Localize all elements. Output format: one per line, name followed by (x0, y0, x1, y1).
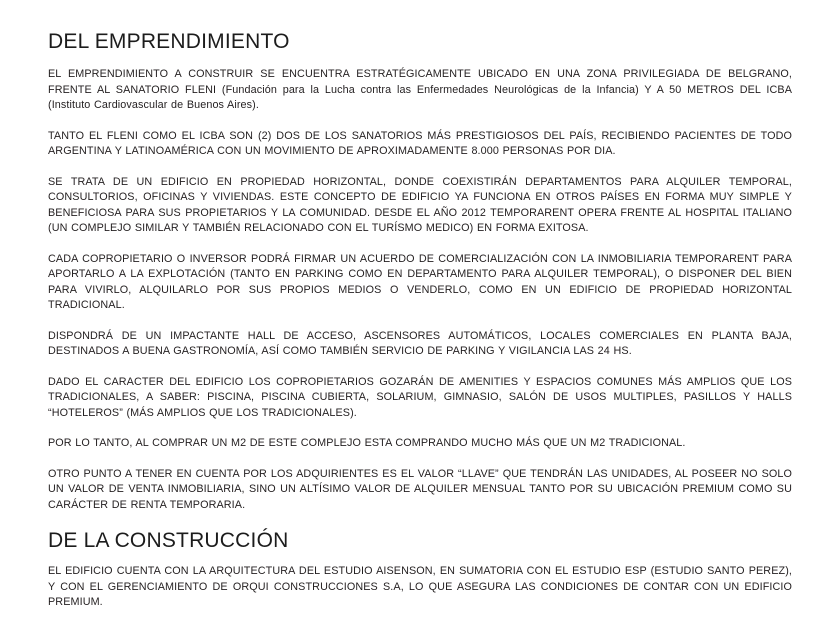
paragraph-ubicacion: EL EMPRENDIMIENTO A CONSTRUIR SE ENCUENTRA ESTRATÉGICAMENTE UBICADO EN UNA ZONA PRIVILEGIADA DE BELGRANO, FRENTE AL SANATORIO FLENI (Fundación para la Lucha contra las Enfermedades Neurológicas de la Infancia) Y A 50 METROS DEL ICBA (Instituto Cardiovascular de Buenos Aires). (48, 68, 792, 112)
section-heading-del-emprendimiento: DEL EMPRENDIMIENTO (48, 30, 290, 53)
paragraph-arquitectura: EL EDIFICIO CUENTA CON LA ARQUITECTURA DEL ESTUDIO AISENSON, EN SUMATORIA CON EL ESTUDIO ESP (ESTUDIO SANTO PEREZ), Y CON EL GERENCIAMIENTO DE ORQUI CONSTRUCCIONES S.A, LO QUE ASEGURA LAS CONDICIONES DE CONTAR CON UN EDIFICIO PREMIUM. (48, 565, 792, 609)
paragraph-amenities: DADO EL CARACTER DEL EDIFICIO LOS COPROPIETARIOS GOZARÁN DE AMENITIES Y ESPACIOS COMUNES MÁS AMPLIOS QUE LOS TRADICIONALES, A SABER: PISCINA, PISCINA CUBIERTA, SOLARIUM, GIMNASIO, SALÓN DE USOS MULTIPLES, PASILLOS Y HALLS “HOTELEROS” (MÁS AMPLIOS QUE LOS TRADICIONALES). (48, 375, 792, 419)
paragraph-sanatorios: TANTO EL FLENI COMO EL ICBA SON (2) DOS DE LOS SANATORIOS MÁS PRESTIGIOSOS DEL PAÍS, RECIBIENDO PACIENTES DE TODO ARGENTINA Y LATINOAMÉRICA CON UN MOVIMIENTO DE APROXIMADAMENTE 8.000 PERSONAS POR DIA. (48, 129, 792, 158)
paragraph-propiedad-horizontal: SE TRATA DE UN EDIFICIO EN PROPIEDAD HORIZONTAL, DONDE COEXISTIRÁN DEPARTAMENTOS PARA ALQUILER TEMPORAL, CONSULTORIOS, OFICINAS Y VIVIENDAS. ESTE CONCEPTO DE EDIFICIO YA FUNCIONA EN OTROS PAÍSES EN FORMA MUY SIMPLE Y BENEFICIOSA PARA SUS PROPIETARIOS Y LA COMUNIDAD. DESDE EL AÑO 2012 TEMPORARENT OPERA FRENTE AL HOSPITAL ITALIANO (UN COMPLEJO SIMILAR Y TAMBIÉN RELACIONADO CON EL TURÍSMO MEDICO) EN FORMA EXITOSA. (48, 175, 792, 235)
paragraph-copropietario: CADA COPROPIETARIO O INVERSOR PODRÁ FIRMAR UN ACUERDO DE COMERCIALIZACIÓN CON LA INMOBILIARIA TEMPORARENT PARA APORTARLO A LA EXPLOTACIÓN (TANTO EN PARKING COMO EN DEPARTAMENTO PARA ALQUILER TEMPORAL), O DISPONER DEL BIEN PARA VIVIRLO, ALQUILARLO POR SUS PROPIOS MEDIOS O VENDERLO, COMO EN UN EDIFICIO DE PROPIEDAD HORIZONTAL TRADICIONAL. (48, 252, 792, 312)
paragraph-m2: POR LO TANTO, AL COMPRAR UN M2 DE ESTE COMPLEJO ESTA COMPRANDO MUCHO MÁS QUE UN M2 TRADICIONAL. (48, 437, 686, 450)
paragraph-hall-acceso: DISPONDRÁ DE UN IMPACTANTE HALL DE ACCESO, ASCENSORES AUTOMÁTICOS, LOCALES COMERCIALES EN PLANTA BAJA, DESTINADOS A BUENA GASTRONOMÍA, ASÍ COMO TAMBIÉN SERVICIO DE PARKING Y VIGILANCIA LAS 24 HS. (48, 329, 792, 358)
section-heading-de-la-construccion: DE LA CONSTRUCCIÓN (48, 529, 289, 553)
paragraph-valor-llave: OTRO PUNTO A TENER EN CUENTA POR LOS ADQUIRIENTES ES EL VALOR “LLAVE” QUE TENDRÁN LAS UNIDADES, AL POSEER NO SOLO UN VALOR DE VENTA INMOBILIARIA, SINO UN ALTÍSIMO VALOR DE ALQUILER MENSUAL TANTO POR SU UBICACIÓN PREMIUM COMO SU CARÁCTER DE RENTA TEMPORARIA. (48, 467, 792, 511)
